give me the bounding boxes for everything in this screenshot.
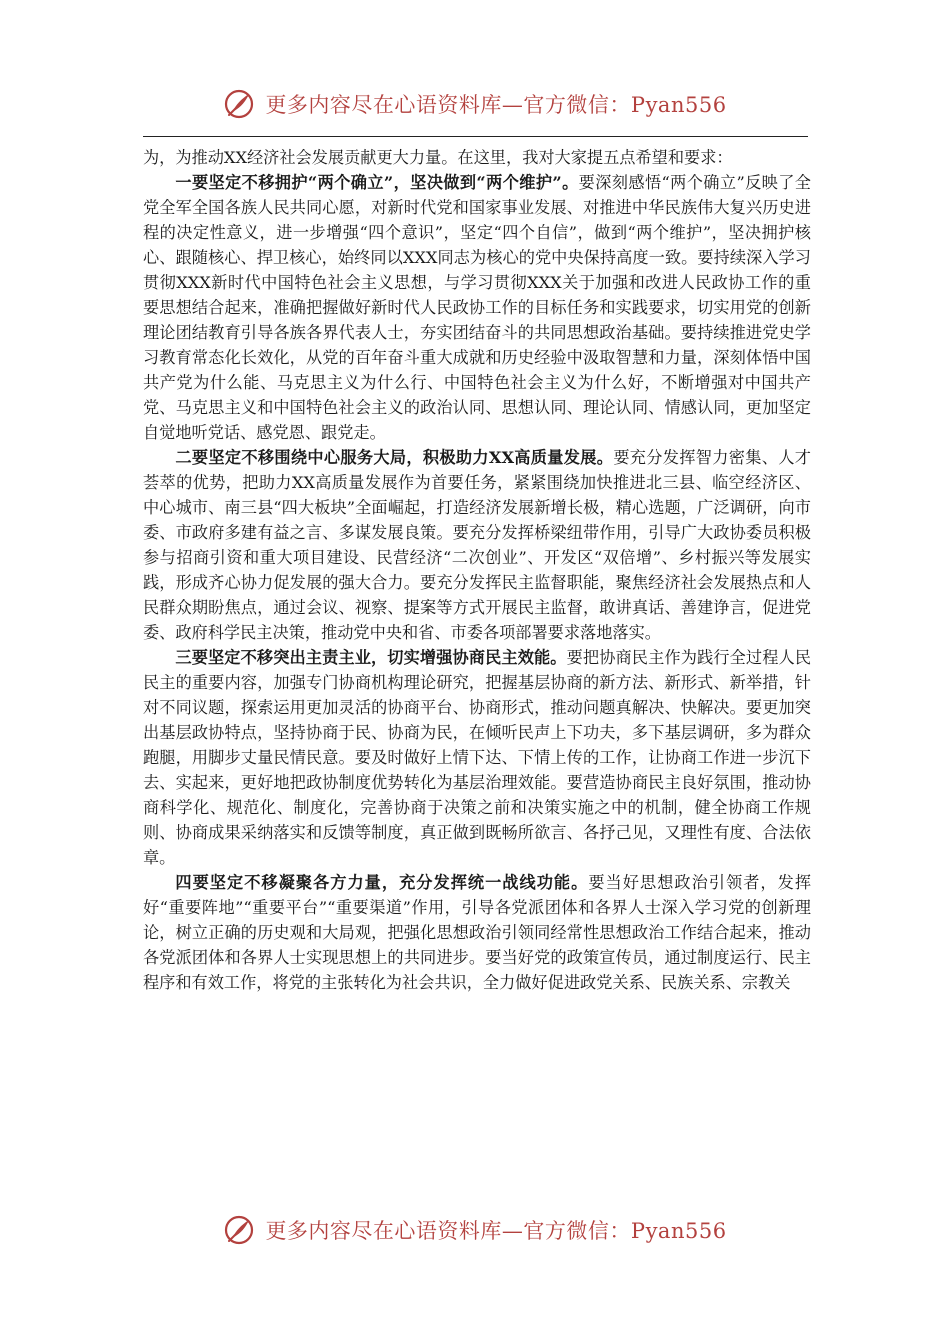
section-2-paragraph: [143, 445, 811, 645]
section-2-text: 要充分发挥智力密集、人才荟萃的优势，把助力XX高质量发展作为首要任务，紧紧围绕加快推进北三县、临空经济区、中心城市、南三县“四大板块”全面崛起，打造经济发展新增长极，精心选题，广泛调研，向市委、市政府多建有益之言、多谋发展良策。要充分发挥桥梁纽带作用，引导广大政协委员积极参与招商引资和重大项目建设、民营经济“二次创业”、开发区“双倍增”、乡村振兴等发展实践，形成齐心协力促发展的强大合力。要充分发挥民主监督职能，聚焦经济社会发展热点和人民群众期盼焦点，通过会议、视察、提案等方式开展民主监督，敢讲真话、善建诤言，促进党委、政府科学民主决策，推动党中央和省、市委各项部署要求落地落实。: [143, 448, 811, 642]
section-1-paragraph: [143, 170, 811, 445]
section-3-text: 要把协商民主作为践行全过程人民民主的重要内容，加强专门协商机构理论研究，把握基层协商的新方法、新形式、新举措，针对不同议题，探索运用更加灵活的协商平台、协商形式，推动问题真解决、快解决。要更加突出基层政协特点，坚持协商于民、协商为民，在倾听民声上下功夫，多下基层调研，多为群众跑腿，用脚步丈量民情民意。要及时做好上情下达、下情上传的工作，让协商工作进一步沉下去、实起来，更好地把政协制度优势转化为基层治理效能。要营造协商民主良好氛围，推动协商科学化、规范化、制度化，完善协商于决策之前和决策实施之中的机制，健全协商工作规则、协商成果采纳落实和反馈等制度，真正做到既畅所欲言、各抒己见，又理性有度、合法依章。: [143, 648, 812, 867]
footer-watermark-text: 更多内容尽在心语资料库—官方微信：Pyan556: [265, 1219, 727, 1243]
section-4-paragraph: [143, 870, 811, 995]
section-1-text: 要深刻感悟“两个确立”反映了全党全军全国各族人民共同心愿，对新时代党和国家事业发展、对推进中华民族伟大复兴历史进程的决定性意义，进一步增强“四个意识”，坚定“四个自信”，做到“两个维护”，坚决拥护核心、跟随核心、捍卫核心，始终同以XXX同志为核心的党中央保持高度一致。要持续深入学习贯彻XXX新时代中国特色社会主义思想，与学习贯彻XXX关于加强和改进人民政协工作的重要思想结合起来，准确把握做好新时代人民政协工作的目标任务和实践要求，切实用党的创新理论团结教育引导各族各界代表人士，夯实团结奋斗的共同思想政治基础。要持续推进党史学习教育常态化长效化，从党的百年奋斗重大成就和历史经验中汲取智慧和力量，深刻体悟中国共产党为什么能、马克思主义为什么行、中国特色社会主义为什么好，不断增强对中国共产党、马克思主义和中国特色社会主义的政治认同、思想认同、理论认同、情感认同，更加坚定自觉地听党话、感党恩、跟党走。: [143, 173, 811, 442]
intro-paragraph: 为，为推动XX经济社会发展贡献更大力量。在这里，我对大家提五点希望和要求：: [143, 148, 733, 167]
section-2-heading: 二要坚定不移围绕中心服务大局，积极助力XX高质量发展。: [175, 448, 614, 467]
header-divider: [143, 136, 808, 137]
section-4-heading: 四要坚定不移凝聚各方力量，充分发挥统一战线功能。: [175, 873, 589, 892]
header-watermark-text: 更多内容尽在心语资料库—官方微信：Pyan556: [265, 93, 727, 117]
section-4-text: 要当好思想政治引领者，发挥好“重要阵地”“重要平台”“重要渠道”作用，引导各党派团体和各界人士深入学习党的创新理论，树立正确的历史观和大局观，把强化思想政治引领同经常性思想政治工作结合起来，推动各党派团体和各界人士实现思想上的共同进步。要当好党的政策宣传员，通过制度运行、民主程序和有效工作，将党的主张转化为社会共识，全力做好促进政党关系、民族关系、宗教关: [143, 873, 812, 992]
header-watermark: [0, 84, 950, 124]
feather-pen-logo-icon: [223, 88, 255, 120]
document-body: [143, 145, 811, 995]
section-3-heading: 三要坚定不移突出主责主业，切实增强协商民主效能。: [175, 648, 567, 667]
section-1-heading: 一要坚定不移拥护“两个确立”，坚决做到“两个维护”。: [175, 173, 579, 192]
section-3-paragraph: [143, 645, 811, 870]
feather-pen-logo-icon: [223, 1214, 255, 1246]
footer-watermark: [0, 1210, 950, 1250]
